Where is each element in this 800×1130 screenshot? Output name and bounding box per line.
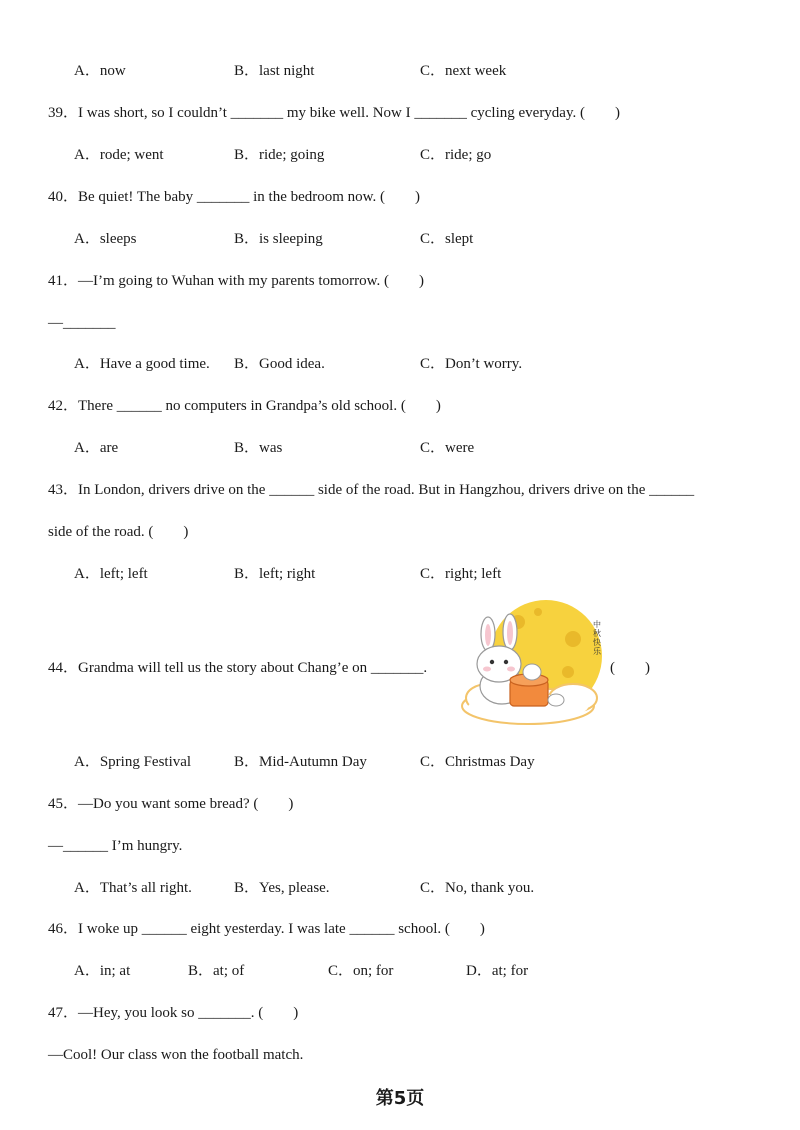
question-41: 41．—I’m going to Wuhan with my parents tomorrow. ( )	[48, 273, 425, 289]
option-c: C．Don’t worry.	[420, 356, 523, 372]
option-d: D．at; for	[466, 963, 529, 979]
option-b: B．left; right	[234, 566, 316, 582]
option-a: A．Have a good time.	[74, 356, 210, 372]
option-c: C．ride; go	[420, 147, 492, 163]
option-a: A．rode; went	[74, 147, 164, 163]
question-43: 43．In London, drivers drive on the ______ side of the road. But in Hangzhou, drivers drive on the ______	[48, 482, 695, 498]
option-a: A．in; at	[74, 963, 131, 979]
option-a: A．now	[74, 63, 126, 79]
option-c: C．were	[420, 440, 475, 456]
option-a: A．left; left	[74, 566, 148, 582]
option-b: B．last night	[234, 63, 315, 79]
question-43-continued: side of the road. ( )	[48, 524, 189, 540]
answer-line: —______ I’m hungry.	[48, 838, 183, 854]
option-b: B．ride; going	[234, 147, 325, 163]
option-a: A．sleeps	[74, 231, 137, 247]
question-44: 44．Grandma will tell us the story about Chang’e on _______.	[48, 660, 428, 676]
question-39: 39．I was short, so I couldn’t _______ my bike well. Now I _______ cycling everyday. ( )	[48, 105, 620, 121]
question-44-answer-paren: ( )	[610, 660, 650, 676]
option-c: C．No, thank you.	[420, 880, 535, 896]
question-46: 46．I woke up ______ eight yesterday. I was late ______ school. ( )	[48, 921, 485, 937]
question-40: 40．Be quiet! The baby _______ in the bedroom now. ( )	[48, 189, 421, 205]
rabbit-moon-icon	[458, 594, 608, 729]
answer-line: —Cool! Our class won the football match.	[48, 1047, 304, 1063]
option-b: B．is sleeping	[234, 231, 323, 247]
option-b: B．at; of	[188, 963, 245, 979]
option-b: B．Good idea.	[234, 356, 325, 372]
option-a: A．That’s all right.	[74, 880, 192, 896]
option-a: A．Spring Festival	[74, 754, 192, 770]
question-47: 47．—Hey, you look so _______. ( )	[48, 1005, 299, 1021]
illustration-caption: 中秋快乐	[593, 620, 601, 656]
option-a: A．are	[74, 440, 119, 456]
option-c: C．Christmas Day	[420, 754, 535, 770]
option-c: C．slept	[420, 231, 474, 247]
option-c: C．next week	[420, 63, 507, 79]
option-c: C．right; left	[420, 566, 502, 582]
question-45: 45．—Do you want some bread? ( )	[48, 796, 294, 812]
page-number: 第5页	[375, 1088, 425, 1109]
option-b: B．Yes, please.	[234, 880, 330, 896]
option-b: B．Mid-Autumn Day	[234, 754, 367, 770]
option-c: C．on; for	[328, 963, 394, 979]
question-42: 42．There ______ no computers in Grandpa’s old school. ( )	[48, 398, 441, 414]
option-b: B．was	[234, 440, 283, 456]
mid-autumn-rabbit-illustration	[458, 594, 608, 729]
answer-blank: —_______	[48, 315, 116, 331]
